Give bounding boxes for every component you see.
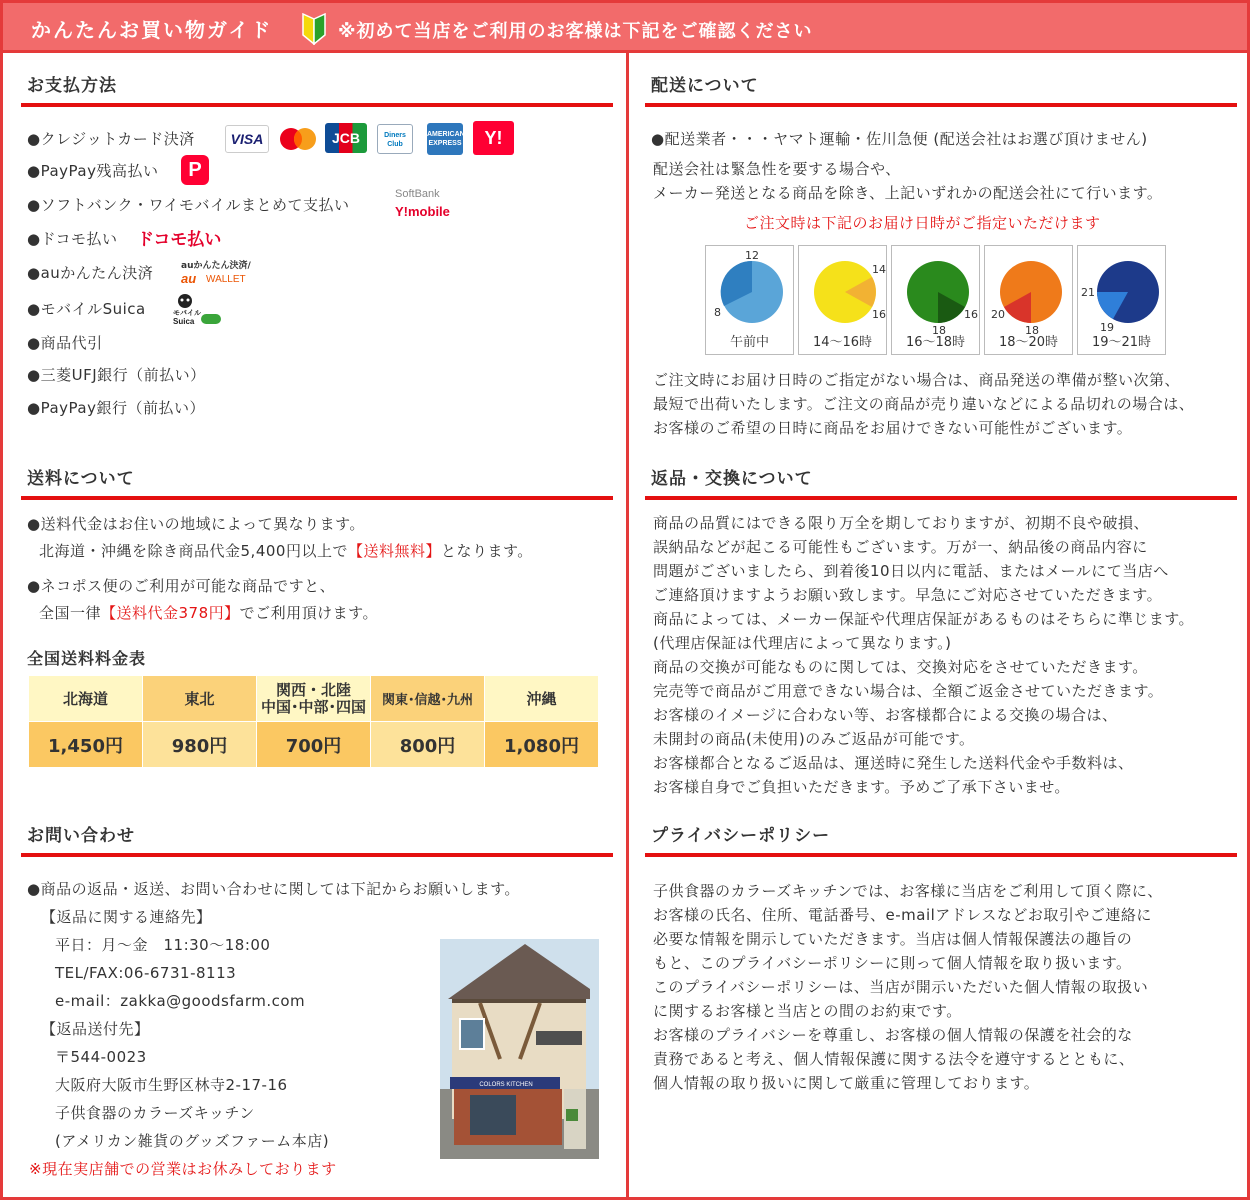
privacy-line: 責務であると考え、個人情報保護に関する法令を遵守するとともに、: [653, 1050, 1135, 1068]
delivery-slot-14-16: [798, 245, 887, 355]
contact-zip: 〒544-0023: [55, 1048, 147, 1066]
contact-hours: 平日：月～金 11:30～18:00: [55, 936, 271, 954]
delivery-title: 配送について: [651, 76, 759, 96]
shipping-table-title: 全国送料料金表: [27, 649, 147, 668]
shipping-fee-line3: ●ネコポス便のご利用が可能な商品ですと、: [27, 577, 336, 595]
payment-item-cod: ●商品代引: [27, 334, 103, 352]
region-kansai-line1: 関西・北陸: [275, 680, 351, 699]
privacy-line: このプライバシーポリシーは、当店が開示いただいた個人情報の取扱い: [653, 978, 1149, 996]
ymobile-logo-icon: Y!mobile: [395, 204, 450, 219]
shipping-fee-line2-text: 北海道・沖縄を除き商品代金5,400円以上で: [39, 542, 348, 560]
returns-line: お客様都合となるご返品は、運送時に発生した送料代金や手数料は、: [653, 754, 1134, 772]
payment-item-paypay: ●PayPay残高払い: [27, 162, 159, 180]
price-hokkaido: 1,450円: [29, 722, 143, 768]
guide-subtitle: ※初めて当店をご利用のお客様は下記をご確認ください: [338, 21, 813, 42]
contact-address: 大阪府大阪市生野区林寺2-17-16: [55, 1076, 288, 1094]
beginner-mark-icon: [299, 13, 329, 45]
clock-14-16-label: 14～16時: [812, 335, 873, 350]
privacy-title: プライバシーポリシー: [651, 826, 831, 846]
payment-item-docomo: ●ドコモ払い: [27, 230, 118, 248]
returns-line: お客様自身でご負担いただきます。予めご了承下さいませ。: [653, 778, 1070, 796]
clock-16-18-num-bottom: 18: [932, 324, 946, 337]
guide-header: [3, 3, 1247, 53]
suica-logo-line1: モバイル: [173, 309, 201, 317]
returns-line: 完売等で商品がご用意できない場合は、全額ご返金させていただきます。: [653, 682, 1164, 700]
softbank-logo-icon: SoftBank: [395, 188, 440, 200]
payment-item-ufj: ●三菱UFJ銀行（前払い）: [27, 366, 206, 384]
price-kansai: 700円: [257, 722, 371, 768]
contact-intro: ●商品の返品・返送、お問い合わせに関しては下記からお願いします。: [27, 880, 520, 898]
shipping-fee-line4-text: 全国一律: [39, 604, 102, 622]
region-kanto: 関東･信越･九州: [371, 676, 485, 722]
contact-email: e-mail：zakka@goodsfarm.com: [55, 992, 306, 1010]
au-logo-line1: auかんたん決済/: [181, 261, 251, 271]
shipping-fee-rule: [21, 496, 613, 500]
contact-title: お問い合わせ: [27, 826, 135, 846]
paypay-logo-icon: P: [181, 155, 209, 185]
region-hokkaido: 北海道: [29, 676, 143, 722]
au-logo-icon: au: [181, 271, 197, 286]
delivery-after3: お客様のご希望の日時に商品をお届けできない可能性がございます。: [653, 419, 1133, 437]
payment-item-suica: ●モバイルSuica: [27, 300, 146, 318]
payment-item-au: ●auかんたん決済: [27, 264, 154, 282]
price-okinawa: 1,080円: [485, 722, 599, 768]
payment-rule: [21, 103, 613, 107]
diners-logo-icon: Diners Club: [377, 124, 413, 154]
privacy-line: もと、このプライバシーポリシーに則って個人情報を取り扱います。: [653, 954, 1132, 972]
clock-18-20-label: 18～20時: [998, 335, 1059, 350]
shipping-fee-line2: [39, 544, 533, 559]
returns-line: 商品の品質にはできる限り万全を期しておりますが、初期不良や破損、: [653, 514, 1150, 532]
clock-morning-num-top: 12: [745, 249, 759, 262]
returns-line: お客様のイメージに合わない等、お客様都合による交換の場合は、: [653, 706, 1118, 724]
delivery-slot-19-21: [1077, 245, 1166, 355]
payment-item-credit: ●クレジットカード決済: [27, 130, 195, 148]
returns-line: ご連絡頂けますようお願い致します。早急にご対応させていただきます。: [653, 586, 1163, 604]
column-divider: [626, 53, 629, 1200]
returns-line: (代理店保証は代理店によって異なります。): [653, 634, 952, 652]
returns-line: 未開封の商品(未使用)のみご返品が可能です。: [653, 730, 975, 748]
contact-shop-name: 子供食器のカラーズキッチン: [55, 1104, 255, 1122]
clock-morning-label: 午前中: [729, 335, 769, 350]
payment-item-paypay-bank: ●PayPay銀行（前払い）: [27, 399, 205, 417]
clock-19-21-num-bottom: 19: [1100, 321, 1114, 334]
guide-title: かんたんお買い物ガイド: [31, 18, 273, 42]
contact-rule: [21, 853, 613, 857]
privacy-line: お客様の氏名、住所、電話番号、e-mailアドレスなどお取引やご連絡に: [653, 906, 1152, 924]
privacy-line: 子供食器のカラーズキッチンでは、お客様に当店をご利用して頂く際に、: [653, 882, 1163, 900]
clock-morning-num-left: 8: [714, 306, 721, 319]
delivery-slot-notice: ご注文時は下記のお届け日時がご指定いただけます: [744, 214, 1101, 232]
shipping-fee-line1: ●送料代金はお住いの地域によって異なります。: [27, 515, 365, 533]
contact-label-address: 【返品送付先】: [41, 1020, 150, 1038]
mastercard-logo-icon: [277, 124, 319, 154]
shipping-fee-line2-tail: となります。: [440, 542, 533, 560]
privacy-line: お客様のプライバシーを尊重し、お客様の個人情報の保護を社会的な: [653, 1026, 1133, 1044]
visa-logo-icon: VISA: [225, 125, 269, 153]
free-shipping-highlight: 【送料無料】: [347, 542, 441, 560]
clock-14-16-num-bottom: 16: [872, 308, 886, 321]
store-sign-text: COLORS KITCHEN: [479, 1082, 533, 1088]
suica-logo-line2: Suica: [173, 317, 195, 326]
shipping-fee-title: 送料について: [27, 469, 135, 489]
store-photo-image: [440, 939, 599, 1159]
returns-line: 商品によっては、メーカー保証や代理店保証があるものはそちらに準じます。: [653, 610, 1195, 628]
shipping-fee-table: [28, 675, 599, 768]
nekopos-fee-highlight: 【送料代金378円】: [101, 604, 240, 622]
returns-line: 問題がございましたら、到着後10日以内に電話、またはメールにて当店へ: [653, 562, 1169, 580]
region-kansai-line2: 中国･中部･四国: [260, 697, 366, 716]
clock-19-21-num-left: 21: [1081, 286, 1095, 299]
delivery-rule: [645, 103, 1237, 107]
clock-19-21-label: 19～21時: [1091, 335, 1152, 350]
contact-label-returns: 【返品に関する連絡先】: [41, 908, 212, 926]
privacy-line: 個人情報の取り扱いに関して厳重に管理しております。: [653, 1074, 1040, 1092]
privacy-rule: [645, 853, 1237, 857]
returns-line: 誤納品などが起こる可能性もございます。万が一、納品後の商品内容に: [653, 538, 1148, 556]
returns-line: 商品の交換が可能なものに関しては、交換対応をさせていただきます。: [653, 658, 1148, 676]
region-kansai: [257, 676, 371, 722]
returns-title: 返品・交換について: [651, 469, 813, 489]
payment-item-softbank: ●ソフトバンク・ワイモバイルまとめて支払い: [27, 196, 350, 214]
contact-shop-sub: (アメリカン雑貨のグッズファーム本店): [55, 1132, 330, 1150]
clock-16-18-label: 16～18時: [905, 335, 966, 350]
delivery-slot-morning: [705, 245, 794, 355]
shipping-fee-line4-tail: でご利用頂けます。: [239, 604, 378, 622]
delivery-note2: メーカー発送となる商品を除き、上記いずれかの配送会社にて行います。: [653, 184, 1163, 202]
privacy-line: 必要な情報を開示していただきます。当店は個人情報保護法の趣旨の: [653, 930, 1133, 948]
delivery-after2: 最短で出荷いたします。ご注文の商品が売り違いなどによる品切れの場合は、: [653, 395, 1195, 413]
yahoo-logo-icon: Y!: [473, 121, 514, 155]
amex-logo-icon: AMERICAN EXPRESS: [427, 123, 463, 155]
docomo-logo-icon: ドコモ払い: [137, 230, 222, 250]
payment-title: お支払方法: [27, 76, 117, 96]
clock-16-18-num-right: 16: [964, 308, 978, 321]
region-tohoku: 東北: [143, 676, 257, 722]
store-closed-notice: ※現在実店舗での営業はお休みしております: [29, 1160, 337, 1178]
delivery-after1: ご注文時にお届け日時のご指定がない場合は、商品発送の準備が整い次第、: [653, 371, 1181, 389]
returns-rule: [645, 496, 1237, 500]
delivery-slot-18-20: [984, 245, 1073, 355]
clock-18-20-num-left: 20: [991, 308, 1005, 321]
delivery-note1: 配送会社は緊急性を要する場合や、: [653, 160, 901, 178]
au-wallet-logo-icon: WALLET: [206, 274, 246, 285]
region-okinawa: 沖縄: [485, 676, 599, 722]
delivery-slot-16-18: [891, 245, 980, 355]
price-tohoku: 980円: [143, 722, 257, 768]
contact-tel: TEL/FAX:06-6731-8113: [55, 964, 237, 982]
privacy-line: に関するお客様と当店との間のお約束です。: [653, 1002, 962, 1020]
price-kanto: 800円: [371, 722, 485, 768]
jcb-logo-icon: JCB: [325, 123, 367, 153]
clock-18-20-num-bottom: 18: [1025, 324, 1039, 337]
delivery-carrier: ●配送業者・・・ヤマト運輸・佐川急便 (配送会社はお選び頂けません): [651, 130, 1148, 148]
shipping-fee-line4: [39, 606, 378, 621]
clock-14-16-num-top: 14: [872, 263, 886, 276]
